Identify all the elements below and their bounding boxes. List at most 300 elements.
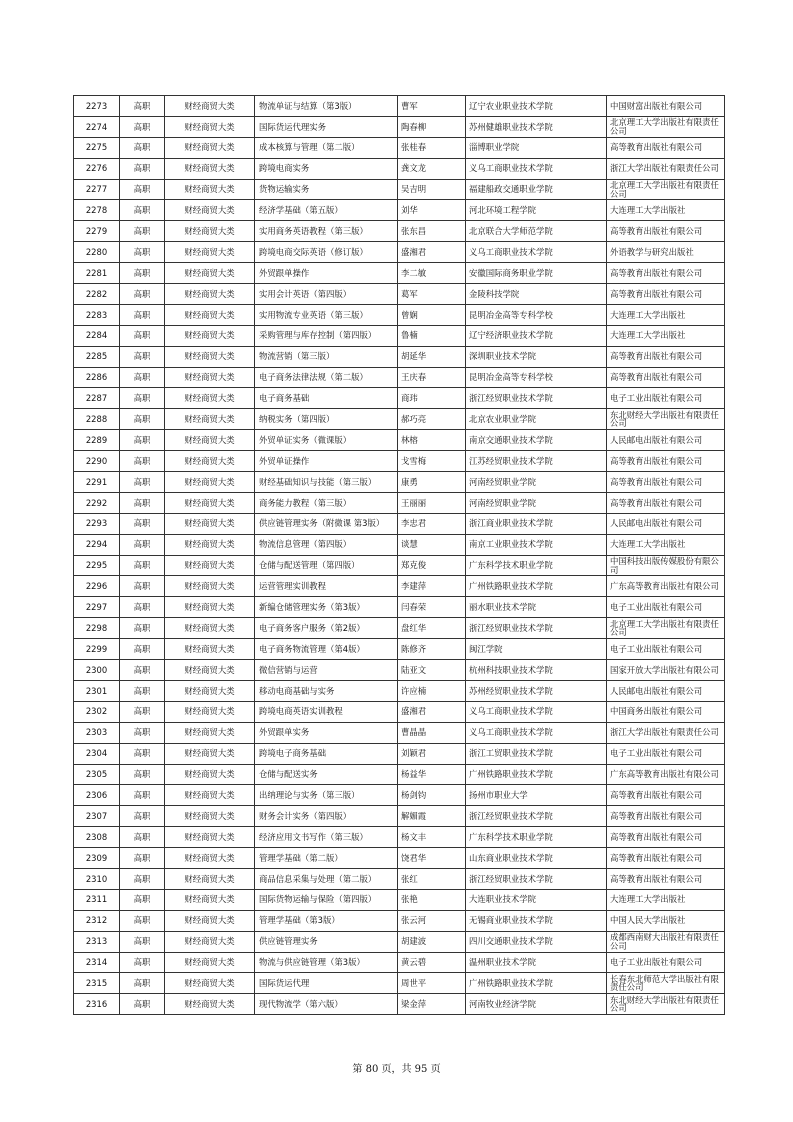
author-name-cell: 王庆春 <box>398 367 466 388</box>
school-name-cell: 南京工业职业技术学院 <box>466 534 607 555</box>
subject-category-cell: 财经商贸大类 <box>165 597 255 618</box>
book-title-cell: 现代物流学（第六版） <box>255 994 398 1015</box>
publisher-name-cell: 高等教育出版社有限公司 <box>607 451 725 472</box>
school-name-cell: 山东商业职业技术学院 <box>466 848 607 869</box>
book-title-cell: 微信营销与运营 <box>255 660 398 681</box>
table-row <box>74 952 725 973</box>
subject-category-cell: 财经商贸大类 <box>165 618 255 639</box>
book-title-cell: 国际货运代理实务 <box>255 116 398 137</box>
book-title-cell: 国际货物运输与保险（第四版） <box>255 889 398 910</box>
author-name-cell: 黄云碧 <box>398 952 466 973</box>
book-title-cell: 电子商务物流管理（第4版） <box>255 639 398 660</box>
education-level-cell: 高职 <box>120 325 165 346</box>
author-name-cell: 曹军 <box>398 96 466 117</box>
book-title-cell: 跨境电商实务 <box>255 158 398 179</box>
author-name-cell: 胡建波 <box>398 931 466 952</box>
author-name-cell: 李二敏 <box>398 263 466 284</box>
publisher-name-cell: 高等教育出版社有限公司 <box>607 221 725 242</box>
row-number-cell: 2281 <box>74 263 120 284</box>
author-name-cell: 王丽丽 <box>398 492 466 513</box>
education-level-cell: 高职 <box>120 200 165 221</box>
publisher-name-cell: 高等教育出版社有限公司 <box>607 284 725 305</box>
table-row <box>74 910 725 931</box>
book-title-cell: 管理学基础（第3版） <box>255 910 398 931</box>
author-name-cell: 李忠君 <box>398 513 466 534</box>
publisher-name-cell: 电子工业出版社有限公司 <box>607 597 725 618</box>
book-title-cell: 供应链管理实务（附微课 第3版） <box>255 513 398 534</box>
book-title-cell: 仓储与配送管理（第四版） <box>255 555 398 576</box>
school-name-cell: 河南经贸职业学院 <box>466 472 607 493</box>
publisher-name-cell: 北京理工大学出版社有限责任公司 <box>607 618 725 639</box>
publisher-name-cell: 北京理工大学出版社有限责任公司 <box>607 116 725 137</box>
table-row <box>74 179 725 200</box>
publisher-name-cell: 中国商务出版社有限公司 <box>607 701 725 722</box>
publisher-name-cell: 国家开放大学出版社有限公司 <box>607 660 725 681</box>
row-number-cell: 2302 <box>74 701 120 722</box>
author-name-cell: 盛湘君 <box>398 701 466 722</box>
subject-category-cell: 财经商贸大类 <box>165 116 255 137</box>
row-number-cell: 2294 <box>74 534 120 555</box>
author-name-cell: 谈慧 <box>398 534 466 555</box>
row-number-cell: 2301 <box>74 680 120 701</box>
author-name-cell: 周世平 <box>398 973 466 994</box>
table-row <box>74 680 725 701</box>
book-title-cell: 外贸跟单操作 <box>255 263 398 284</box>
subject-category-cell: 财经商贸大类 <box>165 263 255 284</box>
publisher-name-cell: 高等教育出版社有限公司 <box>607 827 725 848</box>
school-name-cell: 广州铁路职业技术学院 <box>466 973 607 994</box>
row-number-cell: 2316 <box>74 994 120 1015</box>
school-name-cell: 苏州健雄职业技术学院 <box>466 116 607 137</box>
education-level-cell: 高职 <box>120 639 165 660</box>
publisher-name-cell: 大连理工大学出版社 <box>607 200 725 221</box>
publisher-name-cell: 中国财富出版社有限公司 <box>607 96 725 117</box>
row-number-cell: 2295 <box>74 555 120 576</box>
subject-category-cell: 财经商贸大类 <box>165 451 255 472</box>
school-name-cell: 扬州市职业大学 <box>466 785 607 806</box>
school-name-cell: 温州职业技术学院 <box>466 952 607 973</box>
row-number-cell: 2285 <box>74 346 120 367</box>
publisher-name-cell: 东北财经大学出版社有限责任公司 <box>607 994 725 1015</box>
school-name-cell: 昆明冶金高等专科学校 <box>466 367 607 388</box>
subject-category-cell: 财经商贸大类 <box>165 848 255 869</box>
row-number-cell: 2307 <box>74 806 120 827</box>
author-name-cell: 陆亚文 <box>398 660 466 681</box>
subject-category-cell: 财经商贸大类 <box>165 806 255 827</box>
subject-category-cell: 财经商贸大类 <box>165 827 255 848</box>
school-name-cell: 淄博职业学院 <box>466 137 607 158</box>
education-level-cell: 高职 <box>120 743 165 764</box>
row-number-cell: 2292 <box>74 492 120 513</box>
author-name-cell: 鲁楠 <box>398 325 466 346</box>
table-row <box>74 889 725 910</box>
publisher-name-cell: 高等教育出版社有限公司 <box>607 346 725 367</box>
book-title-cell: 跨境电商英语实训教程 <box>255 701 398 722</box>
subject-category-cell: 财经商贸大类 <box>165 221 255 242</box>
row-number-cell: 2308 <box>74 827 120 848</box>
author-name-cell: 张桂春 <box>398 137 466 158</box>
education-level-cell: 高职 <box>120 806 165 827</box>
publisher-name-cell: 电子工业出版社有限公司 <box>607 743 725 764</box>
table-row <box>74 827 725 848</box>
table-row <box>74 430 725 451</box>
subject-category-cell: 财经商贸大类 <box>165 555 255 576</box>
publisher-name-cell: 人民邮电出版社有限公司 <box>607 513 725 534</box>
author-name-cell: 闫春荣 <box>398 597 466 618</box>
subject-category-cell: 财经商贸大类 <box>165 639 255 660</box>
publisher-name-cell: 电子工业出版社有限公司 <box>607 952 725 973</box>
book-title-cell: 国际货运代理 <box>255 973 398 994</box>
author-name-cell: 梁金萍 <box>398 994 466 1015</box>
book-title-cell: 财经基础知识与技能（第三版） <box>255 472 398 493</box>
subject-category-cell: 财经商贸大类 <box>165 764 255 785</box>
author-name-cell: 张艳 <box>398 889 466 910</box>
row-number-cell: 2288 <box>74 409 120 430</box>
subject-category-cell: 财经商贸大类 <box>165 158 255 179</box>
table-row <box>74 785 725 806</box>
education-level-cell: 高职 <box>120 492 165 513</box>
subject-category-cell: 财经商贸大类 <box>165 200 255 221</box>
book-title-cell: 电子商务法律法规（第二版） <box>255 367 398 388</box>
education-level-cell: 高职 <box>120 158 165 179</box>
table-row <box>74 722 725 743</box>
school-name-cell: 广州铁路职业技术学院 <box>466 764 607 785</box>
publisher-name-cell: 大连理工大学出版社 <box>607 325 725 346</box>
table-row <box>74 513 725 534</box>
subject-category-cell: 财经商贸大类 <box>165 284 255 305</box>
school-name-cell: 浙江经贸职业技术学院 <box>466 388 607 409</box>
author-name-cell: 盛湘君 <box>398 242 466 263</box>
school-name-cell: 四川交通职业技术学院 <box>466 931 607 952</box>
author-name-cell: 饶君华 <box>398 848 466 869</box>
book-title-cell: 成本核算与管理（第二版） <box>255 137 398 158</box>
row-number-cell: 2280 <box>74 242 120 263</box>
subject-category-cell: 财经商贸大类 <box>165 931 255 952</box>
book-title-cell: 采购管理与库存控制（第四版） <box>255 325 398 346</box>
table-row <box>74 764 725 785</box>
school-name-cell: 杭州科技职业技术学院 <box>466 660 607 681</box>
table-row <box>74 868 725 889</box>
row-number-cell: 2300 <box>74 660 120 681</box>
school-name-cell: 无锡商业职业技术学院 <box>466 910 607 931</box>
author-name-cell: 郑克俊 <box>398 555 466 576</box>
subject-category-cell: 财经商贸大类 <box>165 534 255 555</box>
author-name-cell: 张云河 <box>398 910 466 931</box>
education-level-cell: 高职 <box>120 952 165 973</box>
subject-category-cell: 财经商贸大类 <box>165 137 255 158</box>
education-level-cell: 高职 <box>120 451 165 472</box>
table-row <box>74 158 725 179</box>
school-name-cell: 浙江工贸职业技术学院 <box>466 743 607 764</box>
education-level-cell: 高职 <box>120 367 165 388</box>
table-row <box>74 409 725 430</box>
publisher-name-cell: 大连理工大学出版社 <box>607 534 725 555</box>
row-number-cell: 2273 <box>74 96 120 117</box>
school-name-cell: 义乌工商职业技术学院 <box>466 701 607 722</box>
row-number-cell: 2303 <box>74 722 120 743</box>
row-number-cell: 2314 <box>74 952 120 973</box>
school-name-cell: 北京农业职业学院 <box>466 409 607 430</box>
author-name-cell: 张红 <box>398 868 466 889</box>
school-name-cell: 北京联合大学师范学院 <box>466 221 607 242</box>
school-name-cell: 江苏经贸职业技术学院 <box>466 451 607 472</box>
education-level-cell: 高职 <box>120 994 165 1015</box>
subject-category-cell: 财经商贸大类 <box>165 346 255 367</box>
author-name-cell: 陈修齐 <box>398 639 466 660</box>
author-name-cell: 解媚霞 <box>398 806 466 827</box>
row-number-cell: 2290 <box>74 451 120 472</box>
row-number-cell: 2315 <box>74 973 120 994</box>
row-number-cell: 2305 <box>74 764 120 785</box>
school-name-cell: 辽宁农业职业技术学院 <box>466 96 607 117</box>
author-name-cell: 陶春柳 <box>398 116 466 137</box>
publisher-name-cell: 长春东北师范大学出版社有限责任公司 <box>607 973 725 994</box>
publisher-name-cell: 电子工业出版社有限公司 <box>607 388 725 409</box>
school-name-cell: 闽江学院 <box>466 639 607 660</box>
education-level-cell: 高职 <box>120 722 165 743</box>
row-number-cell: 2310 <box>74 868 120 889</box>
book-title-cell: 货物运输实务 <box>255 179 398 200</box>
author-name-cell: 曹晶晶 <box>398 722 466 743</box>
page-footer: 第 80 页，共 95 页 <box>352 1064 441 1075</box>
table-row <box>74 639 725 660</box>
author-name-cell: 张东昌 <box>398 221 466 242</box>
education-level-cell: 高职 <box>120 179 165 200</box>
education-level-cell: 高职 <box>120 284 165 305</box>
table-row <box>74 137 725 158</box>
publisher-name-cell: 北京理工大学出版社有限责任公司 <box>607 179 725 200</box>
subject-category-cell: 财经商贸大类 <box>165 325 255 346</box>
subject-category-cell: 财经商贸大类 <box>165 952 255 973</box>
book-title-cell: 实用会计英语（第四版） <box>255 284 398 305</box>
school-name-cell: 浙江经贸职业技术学院 <box>466 618 607 639</box>
author-name-cell: 杨文丰 <box>398 827 466 848</box>
school-name-cell: 南京交通职业技术学院 <box>466 430 607 451</box>
table-row <box>74 367 725 388</box>
row-number-cell: 2306 <box>74 785 120 806</box>
row-number-cell: 2309 <box>74 848 120 869</box>
publisher-name-cell: 高等教育出版社有限公司 <box>607 367 725 388</box>
subject-category-cell: 财经商贸大类 <box>165 367 255 388</box>
book-title-cell: 商务能力教程（第三版） <box>255 492 398 513</box>
table-row <box>74 492 725 513</box>
table-row <box>74 451 725 472</box>
table-row <box>74 472 725 493</box>
row-number-cell: 2276 <box>74 158 120 179</box>
education-level-cell: 高职 <box>120 534 165 555</box>
subject-category-cell: 财经商贸大类 <box>165 973 255 994</box>
row-number-cell: 2278 <box>74 200 120 221</box>
publisher-name-cell: 高等教育出版社有限公司 <box>607 472 725 493</box>
education-level-cell: 高职 <box>120 701 165 722</box>
author-name-cell: 胡延华 <box>398 346 466 367</box>
publisher-name-cell: 大连理工大学出版社 <box>607 304 725 325</box>
education-level-cell: 高职 <box>120 555 165 576</box>
subject-category-cell: 财经商贸大类 <box>165 994 255 1015</box>
book-title-cell: 实用商务英语教程（第三版） <box>255 221 398 242</box>
school-name-cell: 苏州经贸职业技术学院 <box>466 680 607 701</box>
book-title-cell: 物流信息管理（第四版） <box>255 534 398 555</box>
education-level-cell: 高职 <box>120 116 165 137</box>
school-name-cell: 安徽国际商务职业学院 <box>466 263 607 284</box>
book-title-cell: 跨境电商交际英语（修订版） <box>255 242 398 263</box>
row-number-cell: 2277 <box>74 179 120 200</box>
table-row <box>74 116 725 137</box>
publisher-name-cell: 大连理工大学出版社 <box>607 889 725 910</box>
author-name-cell: 许应楠 <box>398 680 466 701</box>
book-title-cell: 跨境电子商务基础 <box>255 743 398 764</box>
row-number-cell: 2286 <box>74 367 120 388</box>
table-row <box>74 806 725 827</box>
book-title-cell: 商品信息采集与处理（第二版） <box>255 868 398 889</box>
education-level-cell: 高职 <box>120 597 165 618</box>
education-level-cell: 高职 <box>120 889 165 910</box>
education-level-cell: 高职 <box>120 827 165 848</box>
row-number-cell: 2274 <box>74 116 120 137</box>
publisher-name-cell: 浙江大学出版社有限责任公司 <box>607 722 725 743</box>
author-name-cell: 戈雪梅 <box>398 451 466 472</box>
subject-category-cell: 财经商贸大类 <box>165 722 255 743</box>
education-level-cell: 高职 <box>120 848 165 869</box>
row-number-cell: 2311 <box>74 889 120 910</box>
table-row <box>74 304 725 325</box>
book-title-cell: 实用物流专业英语（第三版） <box>255 304 398 325</box>
table-row <box>74 325 725 346</box>
publisher-name-cell: 高等教育出版社有限公司 <box>607 848 725 869</box>
book-title-cell: 物流营销（第三版） <box>255 346 398 367</box>
row-number-cell: 2293 <box>74 513 120 534</box>
table-row <box>74 660 725 681</box>
subject-category-cell: 财经商贸大类 <box>165 409 255 430</box>
education-level-cell: 高职 <box>120 868 165 889</box>
row-number-cell: 2282 <box>74 284 120 305</box>
subject-category-cell: 财经商贸大类 <box>165 304 255 325</box>
education-level-cell: 高职 <box>120 660 165 681</box>
education-level-cell: 高职 <box>120 910 165 931</box>
table-row <box>74 242 725 263</box>
book-title-cell: 经济学基础（第五版） <box>255 200 398 221</box>
book-title-cell: 外贸单证实务（微课版） <box>255 430 398 451</box>
author-name-cell: 郝巧亮 <box>398 409 466 430</box>
row-number-cell: 2284 <box>74 325 120 346</box>
education-level-cell: 高职 <box>120 785 165 806</box>
author-name-cell: 吴吉明 <box>398 179 466 200</box>
subject-category-cell: 财经商贸大类 <box>165 179 255 200</box>
book-title-cell: 电子商务客户服务（第2版） <box>255 618 398 639</box>
school-name-cell: 昆明冶金高等专科学校 <box>466 304 607 325</box>
education-level-cell: 高职 <box>120 242 165 263</box>
publisher-name-cell: 高等教育出版社有限公司 <box>607 785 725 806</box>
table-row <box>74 973 725 994</box>
table-row <box>74 597 725 618</box>
table-row <box>74 388 725 409</box>
row-number-cell: 2297 <box>74 597 120 618</box>
table-row <box>74 221 725 242</box>
school-name-cell: 丽水职业技术学院 <box>466 597 607 618</box>
education-level-cell: 高职 <box>120 472 165 493</box>
education-level-cell: 高职 <box>120 137 165 158</box>
book-title-cell: 新编仓储管理实务（第3版） <box>255 597 398 618</box>
subject-category-cell: 财经商贸大类 <box>165 660 255 681</box>
school-name-cell: 广州铁路职业技术学院 <box>466 576 607 597</box>
education-level-cell: 高职 <box>120 388 165 409</box>
publisher-name-cell: 中国科技出版传媒股份有限公司 <box>607 555 725 576</box>
school-name-cell: 义乌工商职业技术学院 <box>466 158 607 179</box>
book-title-cell: 运营管理实训教程 <box>255 576 398 597</box>
row-number-cell: 2287 <box>74 388 120 409</box>
publisher-name-cell: 广东高等教育出版社有限公司 <box>607 576 725 597</box>
book-title-cell: 仓储与配送实务 <box>255 764 398 785</box>
author-name-cell: 林榕 <box>398 430 466 451</box>
publisher-name-cell: 高等教育出版社有限公司 <box>607 492 725 513</box>
book-title-cell: 纳税实务（第四版） <box>255 409 398 430</box>
publisher-name-cell: 东北财经大学出版社有限责任公司 <box>607 409 725 430</box>
author-name-cell: 杨益华 <box>398 764 466 785</box>
school-name-cell: 辽宁经济职业技术学院 <box>466 325 607 346</box>
subject-category-cell: 财经商贸大类 <box>165 743 255 764</box>
subject-category-cell: 财经商贸大类 <box>165 430 255 451</box>
education-level-cell: 高职 <box>120 263 165 284</box>
book-title-cell: 移动电商基础与实务 <box>255 680 398 701</box>
table-row <box>74 200 725 221</box>
book-title-cell: 管理学基础（第二版） <box>255 848 398 869</box>
school-name-cell: 广东科学技术职业学院 <box>466 827 607 848</box>
book-title-cell: 出纳理论与实务（第三版） <box>255 785 398 806</box>
row-number-cell: 2296 <box>74 576 120 597</box>
education-level-cell: 高职 <box>120 430 165 451</box>
subject-category-cell: 财经商贸大类 <box>165 680 255 701</box>
school-name-cell: 河北环境工程学院 <box>466 200 607 221</box>
education-level-cell: 高职 <box>120 346 165 367</box>
table-row <box>74 263 725 284</box>
table-row <box>74 534 725 555</box>
school-name-cell: 广东科学技术职业学院 <box>466 555 607 576</box>
author-name-cell: 康勇 <box>398 472 466 493</box>
school-name-cell: 深圳职业技术学院 <box>466 346 607 367</box>
publisher-name-cell: 浙江大学出版社有限责任公司 <box>607 158 725 179</box>
education-level-cell: 高职 <box>120 304 165 325</box>
row-number-cell: 2298 <box>74 618 120 639</box>
education-level-cell: 高职 <box>120 931 165 952</box>
education-level-cell: 高职 <box>120 618 165 639</box>
author-name-cell: 商玮 <box>398 388 466 409</box>
row-number-cell: 2289 <box>74 430 120 451</box>
publisher-name-cell: 外语教学与研究出版社 <box>607 242 725 263</box>
table-row <box>74 555 725 576</box>
education-level-cell: 高职 <box>120 513 165 534</box>
row-number-cell: 2283 <box>74 304 120 325</box>
subject-category-cell: 财经商贸大类 <box>165 242 255 263</box>
school-name-cell: 浙江经贸职业技术学院 <box>466 868 607 889</box>
subject-category-cell: 财经商贸大类 <box>165 513 255 534</box>
table-row <box>74 576 725 597</box>
row-number-cell: 2313 <box>74 931 120 952</box>
subject-category-cell: 财经商贸大类 <box>165 868 255 889</box>
publisher-name-cell: 成都西南财大出版社有限责任公司 <box>607 931 725 952</box>
book-title-cell: 电子商务基础 <box>255 388 398 409</box>
publisher-name-cell: 高等教育出版社有限公司 <box>607 137 725 158</box>
subject-category-cell: 财经商贸大类 <box>165 701 255 722</box>
table-row <box>74 848 725 869</box>
row-number-cell: 2299 <box>74 639 120 660</box>
table-row <box>74 618 725 639</box>
book-title-cell: 物流与供应链管理（第3版） <box>255 952 398 973</box>
education-level-cell: 高职 <box>120 576 165 597</box>
table-row <box>74 701 725 722</box>
education-level-cell: 高职 <box>120 764 165 785</box>
subject-category-cell: 财经商贸大类 <box>165 492 255 513</box>
table-row <box>74 931 725 952</box>
